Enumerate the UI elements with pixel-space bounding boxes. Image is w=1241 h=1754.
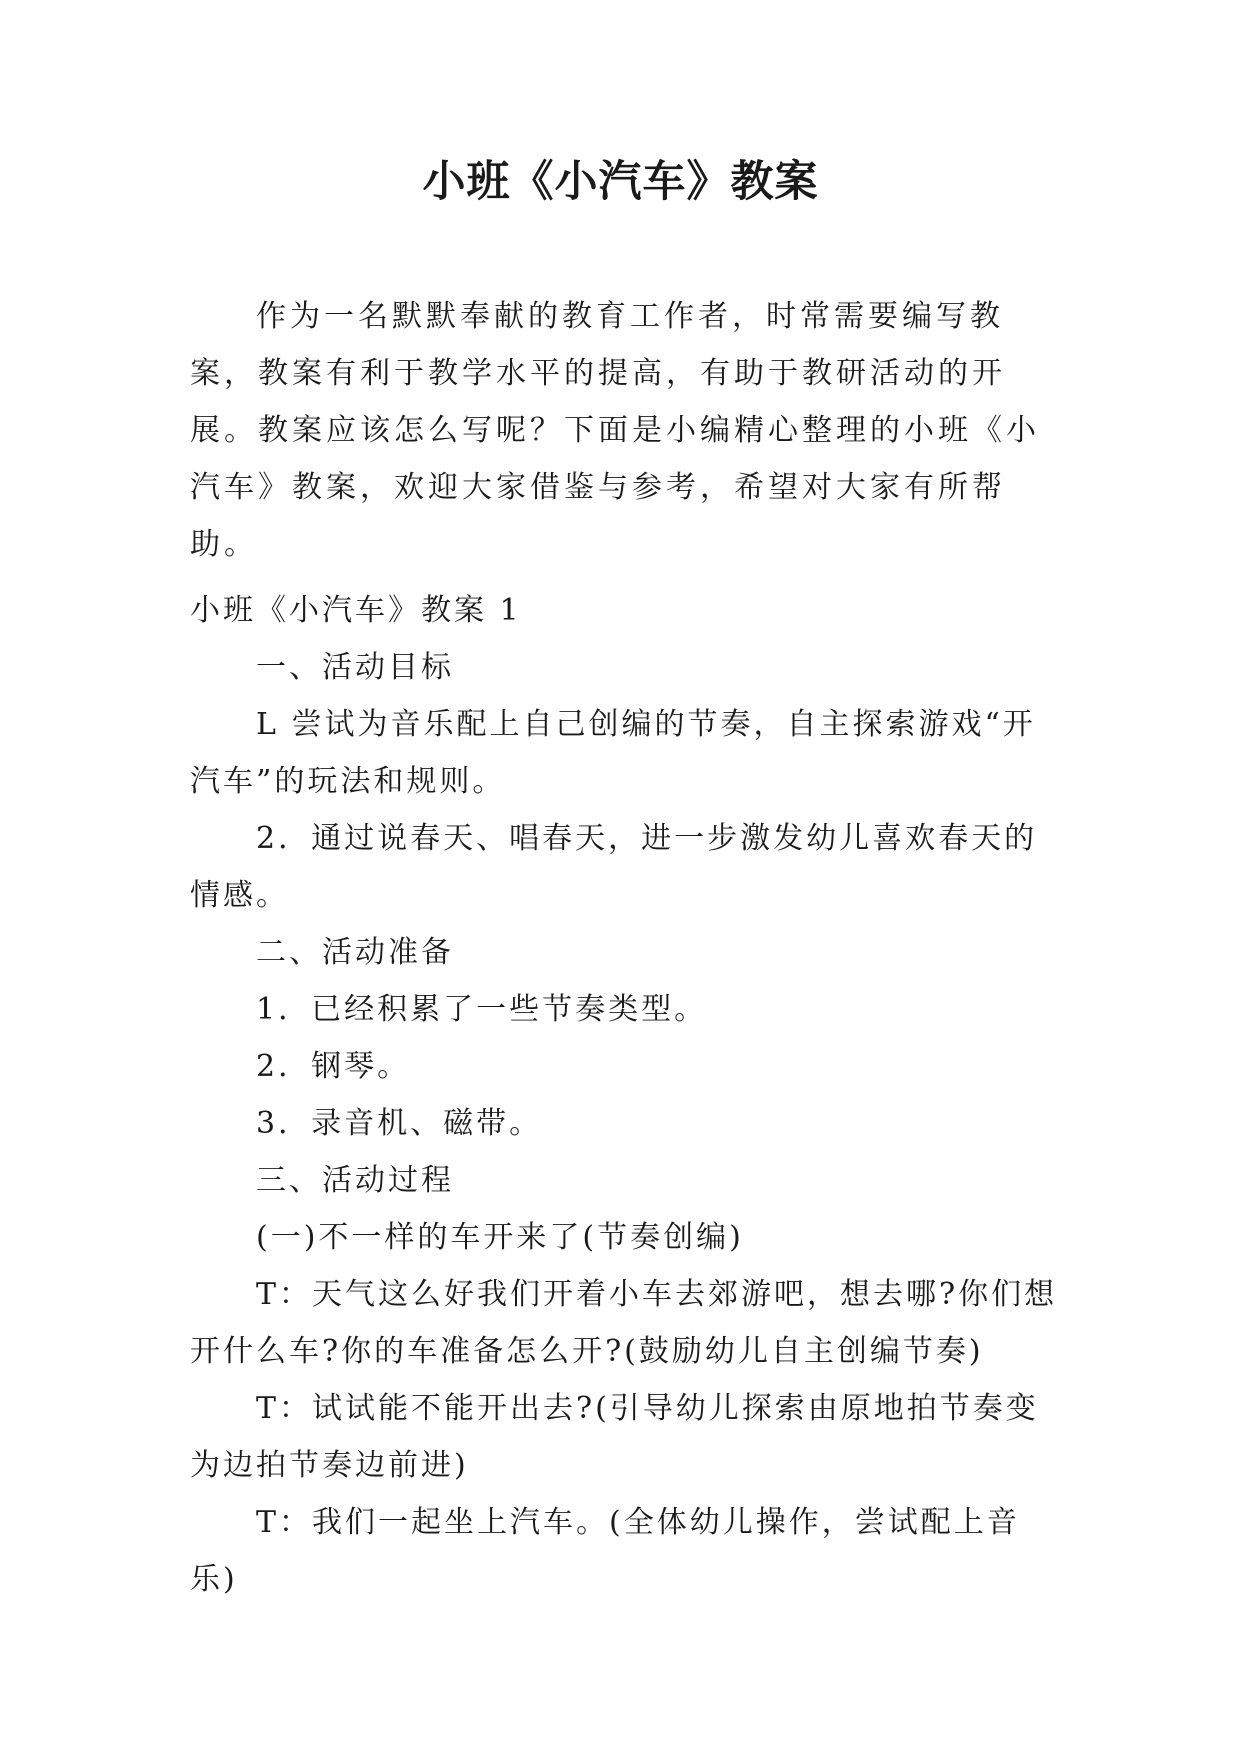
preparation-item-3: 3．录音机、磁带。: [256, 1106, 543, 1141]
goal-item-2: 2．通过说春天、唱春天，进一步激发幼儿喜欢春天的情感。: [190, 821, 1038, 913]
lesson-plan-body: [190, 582, 1060, 1608]
process-paragraph-2: T：试试能不能开出去?(引导幼儿探索由原地拍节奏变为边拍节奏边前进): [190, 1391, 1039, 1483]
process-subheading-1: (一)不一样的车开来了(节奏创编): [256, 1220, 744, 1255]
heading-activity-process: 三、活动过程: [256, 1163, 454, 1198]
intro-paragraph: 作为一名默默奉献的教育工作者，时常需要编写教案，教案有利于教学水平的提高，有助于教研活动的开展。教案应该怎么写呢？下面是小编精心整理的小班《小汽车》教案，欢迎大家借鉴与参考，希望对大家有所帮助。: [190, 299, 1040, 562]
section-title: 小班《小汽车》教案 1: [190, 593, 522, 628]
document-title: 小班《小汽车》教案: [422, 157, 819, 207]
process-paragraph-3: T：我们一起坐上汽车。(全体幼儿操作，尝试配上音乐): [190, 1505, 1020, 1597]
goal-item-1: L 尝试为音乐配上自己创编的节奏，自主探索游戏“开汽车”的玩法和规则。: [190, 707, 1036, 799]
process-paragraph-1: T：天气这么好我们开着小车去郊游吧，想去哪?你们想开什么车?你的车准备怎么开?(鼓励幼儿自主创编节奏): [190, 1277, 1058, 1369]
heading-activity-goals: 一、活动目标: [256, 650, 454, 685]
preparation-item-1: 1．已经积累了一些节奏类型。: [256, 992, 708, 1027]
preparation-item-2: 2．钢琴。: [256, 1049, 411, 1084]
heading-activity-preparation: 二、活动准备: [256, 935, 454, 970]
